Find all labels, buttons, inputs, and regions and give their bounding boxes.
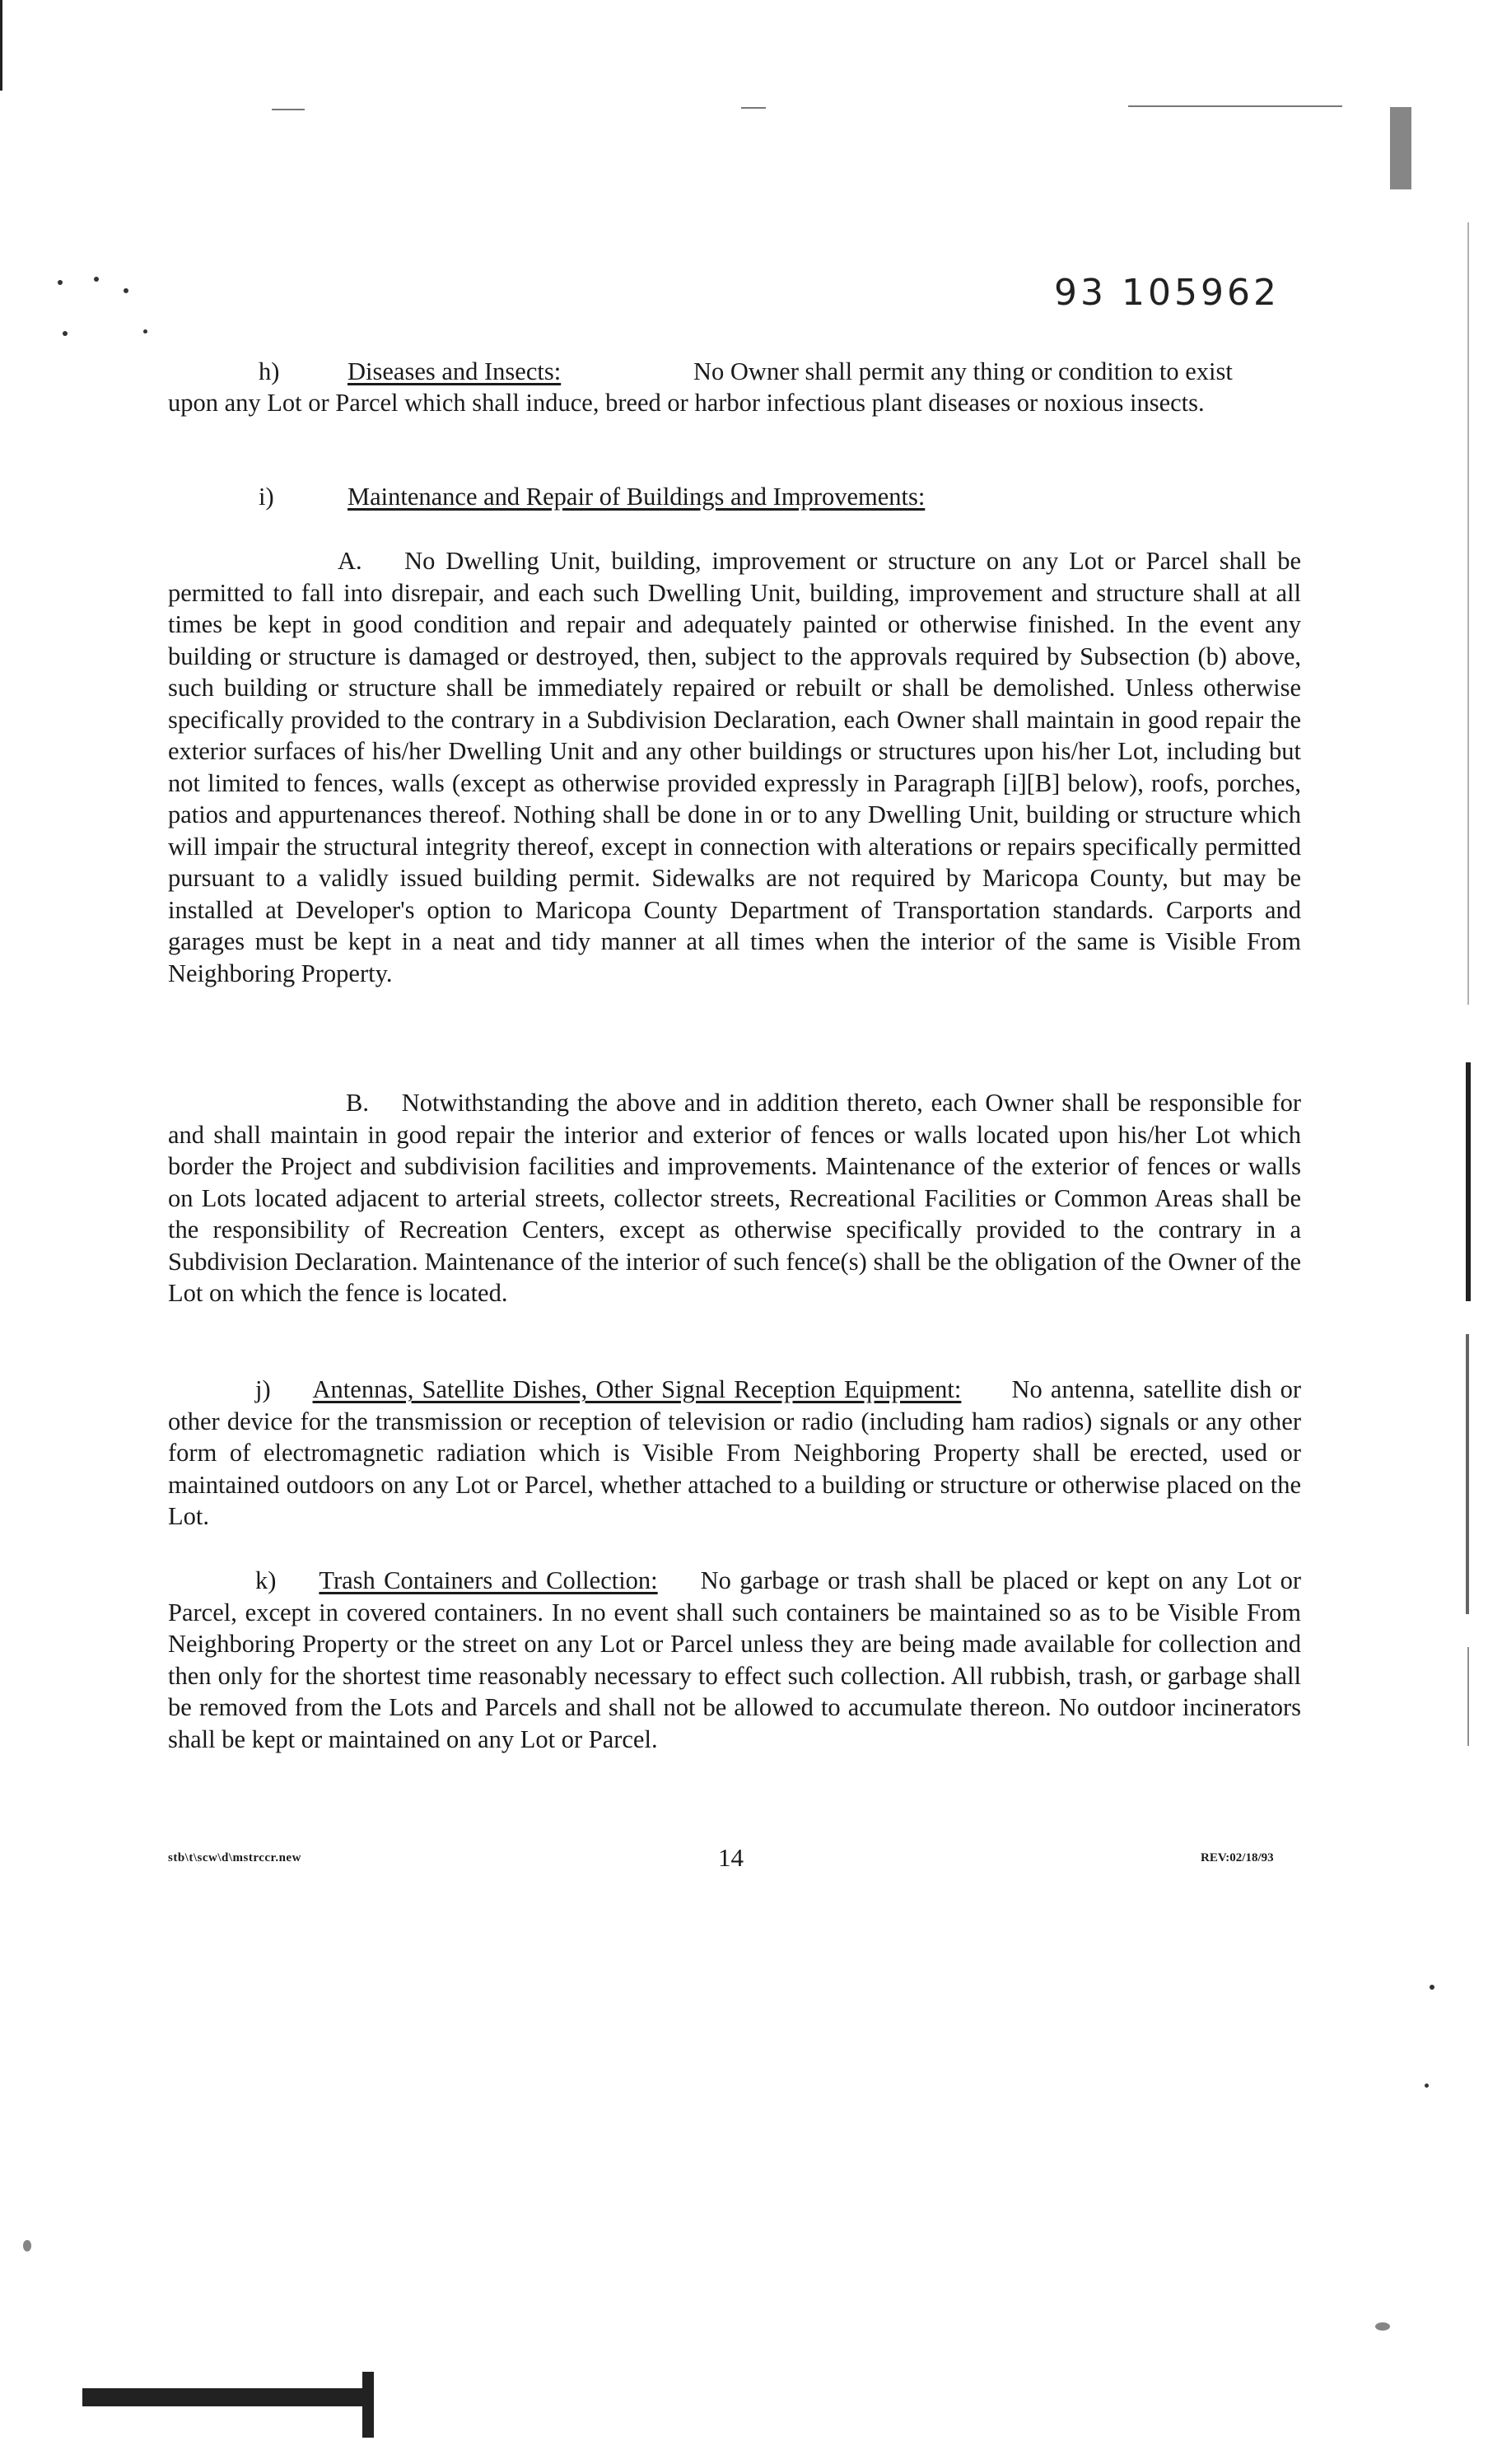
scan-speck [1425,2084,1429,2088]
scan-speck [143,329,147,334]
section-h-title: Diseases and Insects: [348,357,562,385]
section-h-letter: h) [259,357,280,385]
section-i-paragraph-b [168,1087,1301,1309]
section-j-letter: j) [255,1375,271,1403]
scan-bottom-bar [362,2372,374,2438]
section-k-paragraph [168,1565,1301,1755]
footer-revision: REV:02/18/93 [1201,1851,1274,1864]
section-j-paragraph [168,1374,1301,1533]
section-i-title: Maintenance and Repair of Buildings and Improvements: [348,483,926,511]
scan-top-line [272,109,305,110]
scan-margin-bar [1466,1334,1469,1614]
section-i-paragraph-a [168,545,1301,989]
section-k-title: Trash Containers and Collection: [319,1566,658,1594]
section-h-heading [259,356,279,388]
scan-margin-bar [1466,1062,1471,1301]
scan-speck [63,331,68,336]
scan-speck [1430,1985,1434,1990]
scan-speck [58,280,63,285]
section-h-lead: No Owner shall permit any thing or condition to exist [693,357,1233,385]
scan-speck [124,288,128,293]
scan-speck [94,277,99,282]
scan-bottom-bar [82,2388,372,2406]
section-i-title-line [348,481,925,513]
section-i-b-label: B. [346,1089,369,1117]
section-i-a-text: No Dwelling Unit, building, improvement or structure on any Lot or Parcel shall be permitted to fall into disrepair, and each such Dwelling Unit, building, improvement and structure shall at all times be kept in good condition and repair and adequately painted or otherwise finished. In the event any building or structure is damaged or destroyed, then, subject to the approvals required by Subsection (b) above, such building or structure shall be immediately repaired or rebuilt or shall be demolished. Unless otherwise specifically provided to the contrary in a Subdivision Declaration, each Owner shall maintain in good repair the exterior surfaces of his/her Dwelling Unit and any other buildings or structures upon his/her Lot, including but not limited to fences, walls (except as otherwise provided expressly in Paragraph [i][B] below), roofs, porches, patios and appurtenances thereof. Nothing shall be done in or to any Dwelling Unit, building or structure which will impair the structural integrity thereof, except in connection with alterations or repairs specifically permitted pursuant to a validly issued building permit. Sidewalks are not required by Maricopa County, but may be installed at Developer's option to Maricopa County Department of Transportation standards. Carports and garages must be kept in a neat and tidy manner at all times when the interior of the same is Visible From Neighboring Property. [168,547,1301,987]
scan-edge-mark [0,0,2,91]
scan-margin-line [1467,1647,1469,1746]
section-h-lead-line [693,356,1301,388]
section-k-letter: k) [255,1566,277,1594]
section-h-body: upon any Lot or Parcel which shall induce, breed or harbor infectious plant diseases or noxious insects. [168,389,1205,417]
scan-speck [1375,2322,1390,2331]
section-i-b-text: Notwithstanding the above and in addition thereto, each Owner shall be responsible for and shall maintain in good repair the interior and exterior of fences or walls located upon his/her Lot which border the Project and subdivision facilities and improvements. Maintenance of the exterior of fences or walls on Lots located adjacent to arterial streets, collector streets, Recreational Facilities or Common Areas shall be the responsibility of Recreation Centers, except as otherwise specifically provided to the contrary in a Subdivision Declaration. Maintenance of the interior of such fence(s) shall be the obligation of the Owner of the Lot on which the fence is located. [168,1089,1302,1307]
footer-page-number: 14 [718,1843,744,1872]
section-j-title: Antennas, Satellite Dishes, Other Signal Reception Equipment: [312,1375,962,1403]
section-i-a-label: A. [338,547,362,575]
scan-corner-mark [1390,107,1411,189]
scan-speck [23,2240,31,2252]
recording-number: 93 105962 [1054,272,1280,314]
section-i-letter: i) [259,483,274,511]
scan-top-line [1128,105,1342,107]
section-k-text: No garbage or trash shall be placed or kept on any Lot or Parcel, except in covered containers. In no event shall such containers be maintained so as to be Visible From Neighboring Property or the street on any Lot or Parcel unless they are being made available for collection and then only for the shortest time reasonably necessary to effect such collection. All rubbish, trash, or garbage shall be removed from the Lots and Parcels and shall not be allowed to accumulate thereon. No outdoor incinerators shall be kept or maintained on any Lot or Parcel. [168,1566,1302,1753]
section-h-title-line [348,356,561,388]
scan-margin-line [1467,222,1469,1005]
section-i-heading [259,481,274,513]
section-j-text: No antenna, satellite dish or other device for the transmission or reception of television or radio (including ham radios) signals or any other form of electromagnetic radiation which is Visible From Neighboring Property shall be erected, used or maintained outdoors on any Lot or Parcel, whether attached to a building or structure or otherwise placed on the Lot. [168,1375,1302,1530]
scan-top-line [741,107,766,109]
footer-file-path: stb\t\scw\d\mstrccr.new [168,1851,301,1864]
